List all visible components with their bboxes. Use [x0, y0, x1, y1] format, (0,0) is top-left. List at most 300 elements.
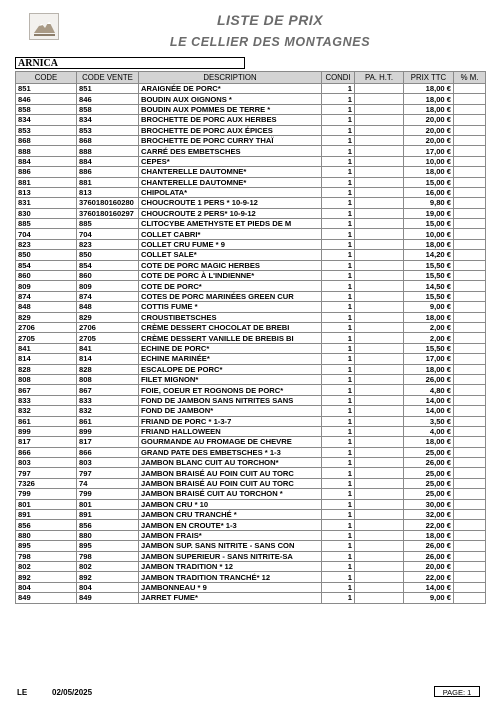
cell-pa-ht: [355, 458, 404, 468]
cell-code: 831: [16, 198, 77, 208]
cell-pa-ht: [355, 478, 404, 488]
cell-prix-ttc: 10,00 €: [404, 156, 454, 166]
cell-code-vente: 809: [77, 281, 139, 291]
cell-prix-ttc: 25,00 €: [404, 489, 454, 499]
cell-pa-ht: [355, 239, 404, 249]
cell-code-vente: 880: [77, 530, 139, 540]
cell-marge: [454, 416, 486, 426]
price-table: [15, 71, 486, 604]
cell-code-vente: 798: [77, 551, 139, 561]
column-header-marge: % M.: [454, 72, 486, 84]
cell-description: FOND DE JAMBON SANS NITRITES SANS: [139, 395, 322, 405]
cell-condi: 1: [322, 458, 355, 468]
cell-marge: [454, 530, 486, 540]
cell-pa-ht: [355, 104, 404, 114]
cell-description: COLLET SALE*: [139, 250, 322, 260]
cell-code: 804: [16, 582, 77, 592]
cell-condi: 1: [322, 447, 355, 457]
table-row: [16, 260, 486, 270]
cell-code-vente: 858: [77, 104, 139, 114]
cell-pa-ht: [355, 530, 404, 540]
table-header-row: [16, 72, 486, 84]
cell-condi: 1: [322, 561, 355, 571]
cell-condi: 1: [322, 115, 355, 125]
column-header-description: DESCRIPTION: [139, 72, 322, 84]
cell-description: JAMBON CRU TRANCHÉ *: [139, 510, 322, 520]
cell-condi: 1: [322, 541, 355, 551]
cell-code-vente: 841: [77, 343, 139, 353]
cell-marge: [454, 312, 486, 322]
table-row: [16, 478, 486, 488]
table-row: [16, 135, 486, 145]
cell-code: 808: [16, 374, 77, 384]
page-title: LISTE DE PRIX: [216, 12, 324, 28]
cell-marge: [454, 322, 486, 332]
cell-condi: 1: [322, 281, 355, 291]
cell-prix-ttc: 18,00 €: [404, 364, 454, 374]
cell-pa-ht: [355, 94, 404, 104]
table-row: [16, 489, 486, 499]
cell-description: CARRÉ DES EMBETSCHES: [139, 146, 322, 156]
cell-code: 830: [16, 208, 77, 218]
cell-description: JAMBONNEAU * 9: [139, 582, 322, 592]
cell-code: 841: [16, 343, 77, 353]
cell-description: COTTIS FUME *: [139, 302, 322, 312]
cell-marge: [454, 593, 486, 603]
cell-prix-ttc: 19,00 €: [404, 208, 454, 218]
cell-pa-ht: [355, 146, 404, 156]
cell-prix-ttc: 18,00 €: [404, 239, 454, 249]
cell-code: 895: [16, 541, 77, 551]
cell-code-vente: 814: [77, 354, 139, 364]
cell-condi: 1: [322, 478, 355, 488]
cell-condi: 1: [322, 416, 355, 426]
cell-description: CROUSTIBETSCHES: [139, 312, 322, 322]
column-header-condi: CONDI: [322, 72, 355, 84]
table-row: [16, 177, 486, 187]
cell-condi: 1: [322, 84, 355, 94]
cell-code-vente: 801: [77, 499, 139, 509]
cell-code: 888: [16, 146, 77, 156]
cell-prix-ttc: 2,00 €: [404, 333, 454, 343]
cell-pa-ht: [355, 167, 404, 177]
table-row: [16, 437, 486, 447]
table-row: [16, 468, 486, 478]
cell-code-vente: 804: [77, 582, 139, 592]
cell-description: COTE DE PORC*: [139, 281, 322, 291]
cell-marge: [454, 146, 486, 156]
cell-pa-ht: [355, 271, 404, 281]
cell-code: 858: [16, 104, 77, 114]
cell-pa-ht: [355, 582, 404, 592]
cell-condi: 1: [322, 250, 355, 260]
cell-pa-ht: [355, 84, 404, 94]
cell-code-vente: 867: [77, 385, 139, 395]
cell-condi: 1: [322, 582, 355, 592]
client-name: ARNICA: [15, 57, 245, 69]
cell-pa-ht: [355, 125, 404, 135]
cell-condi: 1: [322, 291, 355, 301]
cell-prix-ttc: 20,00 €: [404, 561, 454, 571]
cell-code-vente: 851: [77, 84, 139, 94]
cell-marge: [454, 291, 486, 301]
cell-pa-ht: [355, 551, 404, 561]
cell-marge: [454, 333, 486, 343]
cell-prix-ttc: 20,00 €: [404, 135, 454, 145]
cell-description: CHIPOLATA*: [139, 187, 322, 197]
cell-description: JAMBON FRAIS*: [139, 530, 322, 540]
cell-pa-ht: [355, 385, 404, 395]
cell-marge: [454, 468, 486, 478]
cell-marge: [454, 167, 486, 177]
cell-code-vente: 823: [77, 239, 139, 249]
cell-pa-ht: [355, 541, 404, 551]
cell-prix-ttc: 26,00 €: [404, 551, 454, 561]
cell-condi: 1: [322, 135, 355, 145]
cell-code: 704: [16, 229, 77, 239]
cell-prix-ttc: 10,00 €: [404, 229, 454, 239]
cell-pa-ht: [355, 198, 404, 208]
cell-prix-ttc: 20,00 €: [404, 125, 454, 135]
cell-condi: 1: [322, 156, 355, 166]
cell-prix-ttc: 18,00 €: [404, 167, 454, 177]
cell-pa-ht: [355, 468, 404, 478]
cell-code: 834: [16, 115, 77, 125]
table-row: [16, 84, 486, 94]
company-subtitle: LE CELLIER DES MONTAGNES: [169, 35, 371, 49]
table-row: [16, 426, 486, 436]
cell-code-vente: 881: [77, 177, 139, 187]
cell-condi: 1: [322, 551, 355, 561]
cell-marge: [454, 385, 486, 395]
cell-code: 2706: [16, 322, 77, 332]
table-row: [16, 416, 486, 426]
cell-pa-ht: [355, 219, 404, 229]
cell-code-vente: 828: [77, 364, 139, 374]
cell-code-vente: 834: [77, 115, 139, 125]
cell-code-vente: 829: [77, 312, 139, 322]
cell-prix-ttc: 26,00 €: [404, 541, 454, 551]
cell-condi: 1: [322, 426, 355, 436]
cell-prix-ttc: 14,00 €: [404, 406, 454, 416]
cell-condi: 1: [322, 489, 355, 499]
cell-prix-ttc: 15,50 €: [404, 260, 454, 270]
cell-marge: [454, 177, 486, 187]
cell-pa-ht: [355, 333, 404, 343]
table-row: [16, 551, 486, 561]
cell-description: FILET MIGNON*: [139, 374, 322, 384]
cell-condi: 1: [322, 510, 355, 520]
table-row: [16, 281, 486, 291]
cell-pa-ht: [355, 447, 404, 457]
cell-code: 848: [16, 302, 77, 312]
cell-code: 874: [16, 291, 77, 301]
cell-condi: 1: [322, 343, 355, 353]
cell-marge: [454, 478, 486, 488]
cell-pa-ht: [355, 156, 404, 166]
cell-code: 881: [16, 177, 77, 187]
cell-pa-ht: [355, 489, 404, 499]
cell-code-vente: 856: [77, 520, 139, 530]
cell-marge: [454, 572, 486, 582]
cell-description: CHANTERELLE DAUTOMNE*: [139, 167, 322, 177]
cell-description: FOND DE JAMBON*: [139, 406, 322, 416]
cell-marge: [454, 561, 486, 571]
cell-marge: [454, 94, 486, 104]
cell-description: JAMBON BLANC CUIT AU TORCHON*: [139, 458, 322, 468]
cell-marge: [454, 156, 486, 166]
cell-code: 798: [16, 551, 77, 561]
table-row: [16, 510, 486, 520]
cell-code: 832: [16, 406, 77, 416]
cell-description: CLITOCYBE AMETHYSTE ET PIEDS DE M: [139, 219, 322, 229]
cell-prix-ttc: 15,50 €: [404, 291, 454, 301]
cell-marge: [454, 104, 486, 114]
cell-description: CHANTERELLE DAUTOMNE*: [139, 177, 322, 187]
cell-description: FRIAND DE PORC * 1-3-7: [139, 416, 322, 426]
cell-prix-ttc: 22,00 €: [404, 520, 454, 530]
cell-code-vente: 895: [77, 541, 139, 551]
cell-marge: [454, 395, 486, 405]
cell-marge: [454, 343, 486, 353]
cell-condi: 1: [322, 437, 355, 447]
cell-code-vente: 854: [77, 260, 139, 270]
cell-code: 880: [16, 530, 77, 540]
table-row: [16, 582, 486, 592]
cell-prix-ttc: 26,00 €: [404, 458, 454, 468]
table-row: [16, 333, 486, 343]
cell-code: 802: [16, 561, 77, 571]
cell-code: 801: [16, 499, 77, 509]
cell-description: CRÈME DESSERT VANILLE DE BREBIS BI: [139, 333, 322, 343]
cell-condi: 1: [322, 572, 355, 582]
cell-pa-ht: [355, 593, 404, 603]
cell-code-vente: 808: [77, 374, 139, 384]
cell-pa-ht: [355, 187, 404, 197]
cell-description: BOUDIN AUX POMMES DE TERRE *: [139, 104, 322, 114]
cell-pa-ht: [355, 510, 404, 520]
table-row: [16, 572, 486, 582]
cell-marge: [454, 219, 486, 229]
cell-marge: [454, 229, 486, 239]
table-row: [16, 229, 486, 239]
cell-pa-ht: [355, 343, 404, 353]
cell-prix-ttc: 20,00 €: [404, 115, 454, 125]
cell-code: 861: [16, 416, 77, 426]
cell-condi: 1: [322, 167, 355, 177]
cell-condi: 1: [322, 520, 355, 530]
table-row: [16, 593, 486, 603]
cell-pa-ht: [355, 572, 404, 582]
cell-code: 817: [16, 437, 77, 447]
cell-description: ECHINE MARINÉE*: [139, 354, 322, 364]
cell-pa-ht: [355, 208, 404, 218]
cell-prix-ttc: 14,00 €: [404, 582, 454, 592]
cell-prix-ttc: 4,00 €: [404, 426, 454, 436]
cell-code: 849: [16, 593, 77, 603]
cell-code-vente: 888: [77, 146, 139, 156]
cell-marge: [454, 239, 486, 249]
cell-description: COTES DE PORC MARINÉES GREEN CUR: [139, 291, 322, 301]
cell-condi: 1: [322, 302, 355, 312]
cell-code: 851: [16, 84, 77, 94]
cell-code: 846: [16, 94, 77, 104]
cell-code-vente: 899: [77, 426, 139, 436]
table-row: [16, 291, 486, 301]
table-row: [16, 187, 486, 197]
cell-description: FRIAND HALLOWEEN: [139, 426, 322, 436]
cell-description: CHOUCROUTE 1 PERS * 10-9-12: [139, 198, 322, 208]
cell-condi: 1: [322, 312, 355, 322]
cell-condi: 1: [322, 499, 355, 509]
cell-pa-ht: [355, 281, 404, 291]
cell-pa-ht: [355, 406, 404, 416]
cell-code-vente: 849: [77, 593, 139, 603]
cell-code-vente: 2706: [77, 322, 139, 332]
cell-code: 899: [16, 426, 77, 436]
table-row: [16, 125, 486, 135]
cell-code-vente: 853: [77, 125, 139, 135]
cell-pa-ht: [355, 322, 404, 332]
cell-condi: 1: [322, 395, 355, 405]
cell-code-vente: 866: [77, 447, 139, 457]
cell-description: JAMBON TRADITION TRANCHÉ* 12: [139, 572, 322, 582]
cell-description: GRAND PATE DES EMBETSCHES * 1-3: [139, 447, 322, 457]
table-row: [16, 406, 486, 416]
column-header-code-vente: CODE VENTE: [77, 72, 139, 84]
cell-description: ECHINE DE PORC*: [139, 343, 322, 353]
cell-code-vente: 817: [77, 437, 139, 447]
cell-marge: [454, 437, 486, 447]
cell-pa-ht: [355, 229, 404, 239]
cell-code: 833: [16, 395, 77, 405]
cell-condi: 1: [322, 146, 355, 156]
cell-marge: [454, 582, 486, 592]
cell-description: GOURMANDE AU FROMAGE DE CHEVRE: [139, 437, 322, 447]
cell-prix-ttc: 25,00 €: [404, 447, 454, 457]
cell-description: FOIE, COEUR ET ROGNONS DE PORC*: [139, 385, 322, 395]
cell-marge: [454, 520, 486, 530]
cell-marge: [454, 187, 486, 197]
page-number: PAGE: 1: [434, 686, 480, 697]
cell-code-vente: 886: [77, 167, 139, 177]
cell-prix-ttc: 9,00 €: [404, 593, 454, 603]
cell-marge: [454, 354, 486, 364]
table-row: [16, 250, 486, 260]
cell-condi: 1: [322, 208, 355, 218]
cell-marge: [454, 84, 486, 94]
cell-description: CHOUCROUTE 2 PERS* 10-9-12: [139, 208, 322, 218]
mountain-logo-icon: [30, 14, 58, 39]
cell-marge: [454, 250, 486, 260]
cell-code: 850: [16, 250, 77, 260]
table-row: [16, 395, 486, 405]
cell-prix-ttc: 15,00 €: [404, 177, 454, 187]
cell-pa-ht: [355, 135, 404, 145]
cell-description: BROCHETTE DE PORC AUX ÉPICES: [139, 125, 322, 135]
cell-condi: 1: [322, 229, 355, 239]
cell-marge: [454, 458, 486, 468]
cell-code-vente: 833: [77, 395, 139, 405]
cell-code-vente: 2705: [77, 333, 139, 343]
cell-marge: [454, 271, 486, 281]
cell-code: 2705: [16, 333, 77, 343]
cell-prix-ttc: 14,00 €: [404, 395, 454, 405]
cell-description: COTE DE PORC À L'INDIENNE*: [139, 271, 322, 281]
cell-code: 866: [16, 447, 77, 457]
table-row: [16, 385, 486, 395]
cell-marge: [454, 447, 486, 457]
cell-description: BROCHETTE DE PORC AUX HERBES: [139, 115, 322, 125]
cell-prix-ttc: 30,00 €: [404, 499, 454, 509]
cell-description: ESCALOPE DE PORC*: [139, 364, 322, 374]
cell-code-vente: 891: [77, 510, 139, 520]
cell-code: 823: [16, 239, 77, 249]
cell-condi: 1: [322, 125, 355, 135]
cell-marge: [454, 281, 486, 291]
cell-prix-ttc: 15,50 €: [404, 271, 454, 281]
cell-prix-ttc: 2,00 €: [404, 322, 454, 332]
cell-code-vente: 74: [77, 478, 139, 488]
cell-pa-ht: [355, 499, 404, 509]
table-row: [16, 312, 486, 322]
table-row: [16, 561, 486, 571]
cell-prix-ttc: 22,00 €: [404, 572, 454, 582]
table-row: [16, 156, 486, 166]
cell-description: JAMBON SUPERIEUR - SANS NITRITE-SA: [139, 551, 322, 561]
cell-code: 885: [16, 219, 77, 229]
table-row: [16, 458, 486, 468]
cell-description: JARRET FUME*: [139, 593, 322, 603]
cell-prix-ttc: 17,00 €: [404, 146, 454, 156]
cell-description: BOUDIN AUX OIGNONS *: [139, 94, 322, 104]
cell-condi: 1: [322, 468, 355, 478]
table-row: [16, 499, 486, 509]
cell-code: 829: [16, 312, 77, 322]
cell-pa-ht: [355, 426, 404, 436]
cell-prix-ttc: 17,00 €: [404, 354, 454, 364]
footer-le-label: LE: [17, 688, 28, 697]
cell-code-vente: 813: [77, 187, 139, 197]
table-row: [16, 94, 486, 104]
cell-marge: [454, 135, 486, 145]
cell-condi: 1: [322, 385, 355, 395]
cell-code: 867: [16, 385, 77, 395]
cell-pa-ht: [355, 115, 404, 125]
table-row: [16, 374, 486, 384]
cell-code-vente: 885: [77, 219, 139, 229]
table-row: [16, 447, 486, 457]
cell-marge: [454, 541, 486, 551]
table-row: [16, 239, 486, 249]
cell-code: 892: [16, 572, 77, 582]
cell-description: JAMBON CRU * 10: [139, 499, 322, 509]
cell-marge: [454, 510, 486, 520]
cell-description: JAMBON BRAISÉ AU FOIN CUIT AU TORC: [139, 468, 322, 478]
table-row: [16, 541, 486, 551]
cell-code: 853: [16, 125, 77, 135]
cell-condi: 1: [322, 198, 355, 208]
cell-pa-ht: [355, 250, 404, 260]
table-row: [16, 271, 486, 281]
cell-code: 814: [16, 354, 77, 364]
table-row: [16, 520, 486, 530]
table-row: [16, 104, 486, 114]
cell-description: COLLET CABRI*: [139, 229, 322, 239]
cell-prix-ttc: 15,00 €: [404, 219, 454, 229]
company-logo: [29, 13, 59, 40]
cell-code-vente: 850: [77, 250, 139, 260]
